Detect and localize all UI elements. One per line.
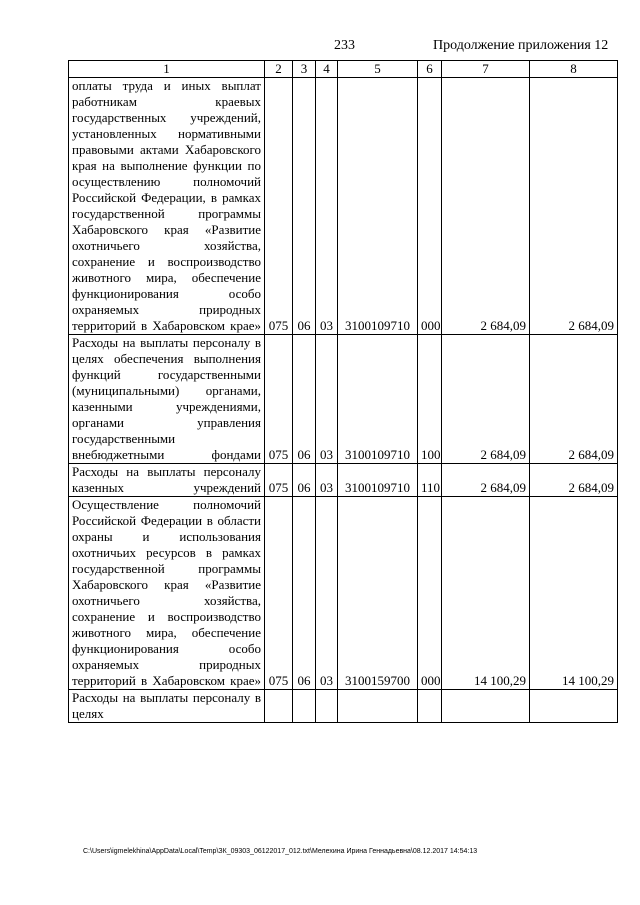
- section-code-cell: 06: [293, 464, 316, 497]
- column-header: 3: [293, 61, 316, 78]
- column-header: 4: [316, 61, 338, 78]
- column-header: 8: [530, 61, 618, 78]
- document-path-footer: C:\Users\igmelekhina\AppData\Local\Temp\ЗК_09303_06122017_012.txt\Мелехина Ирина Геннадьевна\08.12.2017 14:54:13: [83, 848, 478, 855]
- expense-type-cell: [418, 690, 442, 723]
- subsection-code-cell: 03: [316, 497, 338, 690]
- expense-type-cell: 000: [418, 78, 442, 335]
- subsection-code-cell: [316, 690, 338, 723]
- expense-name-cell: Расходы на выплаты персоналу казенных учреждений: [69, 464, 265, 497]
- amount-cell-2: 2 684,09: [530, 78, 618, 335]
- table-row: [69, 78, 618, 335]
- table-row: [69, 335, 618, 464]
- column-header: 5: [338, 61, 418, 78]
- appendix-continuation-label: Продолжение приложения 12: [433, 38, 609, 53]
- target-article-cell: [338, 690, 418, 723]
- section-code-cell: [293, 690, 316, 723]
- ved-code-cell: [265, 690, 293, 723]
- amount-cell-1: [442, 690, 530, 723]
- table-row: [69, 690, 618, 723]
- amount-cell-2: 2 684,09: [530, 464, 618, 497]
- column-header: 7: [442, 61, 530, 78]
- expense-name-cell: Осуществление полномочий Российской Федерации в области охраны и использования охотничьих ресурсов в рамках государственной программы Хабаровского края «Развитие охотничьего хозяйства, сохранение и воспроизводство животного мира, обеспечение функционирования особо охраняемых природных территорий в Хабаровском крае»: [69, 497, 265, 690]
- expense-name-cell: Расходы на выплаты персоналу в целях: [69, 690, 265, 723]
- page-number: 233: [334, 38, 355, 53]
- amount-cell-2: 2 684,09: [530, 335, 618, 464]
- column-header: 6: [418, 61, 442, 78]
- section-code-cell: 06: [293, 497, 316, 690]
- table-header-row: [69, 61, 618, 78]
- amount-cell-2: 14 100,29: [530, 497, 618, 690]
- column-header: 2: [265, 61, 293, 78]
- subsection-code-cell: 03: [316, 464, 338, 497]
- budget-table: [68, 60, 618, 723]
- amount-cell-1: 2 684,09: [442, 78, 530, 335]
- target-article-cell: 3100159700: [338, 497, 418, 690]
- subsection-code-cell: 03: [316, 78, 338, 335]
- ved-code-cell: 075: [265, 335, 293, 464]
- subsection-code-cell: 03: [316, 335, 338, 464]
- expense-type-cell: 000: [418, 497, 442, 690]
- expense-type-cell: 100: [418, 335, 442, 464]
- expense-type-cell: 110: [418, 464, 442, 497]
- amount-cell-1: 14 100,29: [442, 497, 530, 690]
- target-article-cell: 3100109710: [338, 78, 418, 335]
- amount-cell-1: 2 684,09: [442, 335, 530, 464]
- section-code-cell: 06: [293, 78, 316, 335]
- amount-cell-2: [530, 690, 618, 723]
- amount-cell-1: 2 684,09: [442, 464, 530, 497]
- section-code-cell: 06: [293, 335, 316, 464]
- expense-name-cell: оплаты труда и иных выплат работникам краевых государственных учреждений, установленных нормативными правовыми актами Хабаровского края на выполнение функции по осуществлению полномочий Российской Федерации, в рамках государственной программы Хабаровского края «Развитие охотничьего хозяйства, сохранение и воспроизводство животного мира, обеспечение функционирования особо охраняемых природных территорий в Хабаровском крае»: [69, 78, 265, 335]
- ved-code-cell: 075: [265, 497, 293, 690]
- target-article-cell: 3100109710: [338, 335, 418, 464]
- target-article-cell: 3100109710: [338, 464, 418, 497]
- ved-code-cell: 075: [265, 78, 293, 335]
- expense-name-cell: Расходы на выплаты персоналу в целях обеспечения выполнения функций государственными (муниципальными) органами, казенными учреждениями, органами управления государственными внебюджетными фондами: [69, 335, 265, 464]
- table-row: [69, 497, 618, 690]
- table-row: [69, 464, 618, 497]
- ved-code-cell: 075: [265, 464, 293, 497]
- column-header: 1: [69, 61, 265, 78]
